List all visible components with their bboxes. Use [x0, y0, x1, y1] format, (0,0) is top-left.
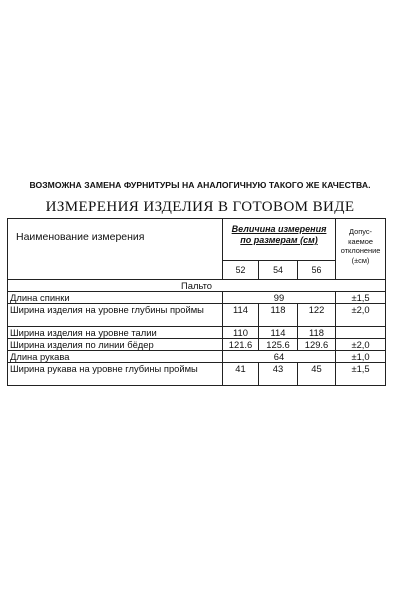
row-value-54: 125.6: [259, 339, 298, 351]
row-tolerance: [336, 327, 386, 339]
row-tolerance: ±1,5: [336, 292, 386, 304]
row-value-56: 129.6: [298, 339, 336, 351]
header-tolerance: [336, 219, 386, 280]
row-value-52: 110: [223, 327, 259, 339]
fittings-notice: ВОЗМОЖНА ЗАМЕНА ФУРНИТУРЫ НА АНАЛОГИЧНУЮ ТАКОГО ЖЕ КАЧЕСТВА.: [29, 180, 371, 190]
header-measurement-name: Наименование измерения: [8, 219, 223, 280]
table-row: [8, 327, 386, 339]
row-value-52: 41: [223, 363, 259, 386]
measurements-table: [7, 218, 386, 386]
row-value-54: 118: [259, 304, 298, 327]
size-header-54: 54: [259, 261, 298, 280]
header-tolerance-line4: (±см): [351, 255, 370, 265]
row-name: Ширина изделия на уровне талии: [8, 327, 223, 339]
header-measurement-value: [223, 219, 336, 261]
section-title: Пальто: [8, 280, 386, 292]
row-tolerance: ±2,0: [336, 304, 386, 327]
row-name: Ширина рукава на уровне глубины проймы: [8, 363, 223, 386]
row-value-54: 114: [259, 327, 298, 339]
row-tolerance: ±1,0: [336, 351, 386, 363]
table-header-row: [8, 219, 386, 261]
row-value-52: 114: [223, 304, 259, 327]
table-row: [8, 363, 386, 386]
section-row: [8, 280, 386, 292]
row-value-54: 43: [259, 363, 298, 386]
row-value-56: 122: [298, 304, 336, 327]
size-header-52: 52: [223, 261, 259, 280]
table-row: [8, 292, 386, 304]
row-name: Длина рукава: [8, 351, 223, 363]
header-tolerance-line1: Допус-: [349, 227, 373, 236]
row-name: Ширина изделия по линии бёдер: [8, 339, 223, 351]
row-value-52: 121.6: [223, 339, 259, 351]
header-tolerance-line3: отклонение: [340, 246, 381, 255]
row-value-merged: 99: [223, 292, 336, 304]
table-row: [8, 351, 386, 363]
header-measurement-line1: Величина измерения: [231, 224, 327, 234]
page-title: ИЗМЕРЕНИЯ ИЗДЕЛИЯ В ГОТОВОМ ВИДЕ: [45, 199, 355, 215]
row-name: Длина спинки: [8, 292, 223, 304]
row-value-merged: 64: [223, 351, 336, 363]
row-tolerance: ±2,0: [336, 339, 386, 351]
header-tolerance-line2: каемое: [348, 236, 373, 246]
row-tolerance: ±1,5: [336, 363, 386, 386]
table-row: [8, 304, 386, 327]
row-value-56: 118: [298, 327, 336, 339]
header-measurement-line2: по размерам (см): [240, 235, 318, 245]
table-row: [8, 339, 386, 351]
row-name: Ширина изделия на уровне глубины проймы: [8, 304, 223, 327]
size-header-56: 56: [298, 261, 336, 280]
row-value-56: 45: [298, 363, 336, 386]
